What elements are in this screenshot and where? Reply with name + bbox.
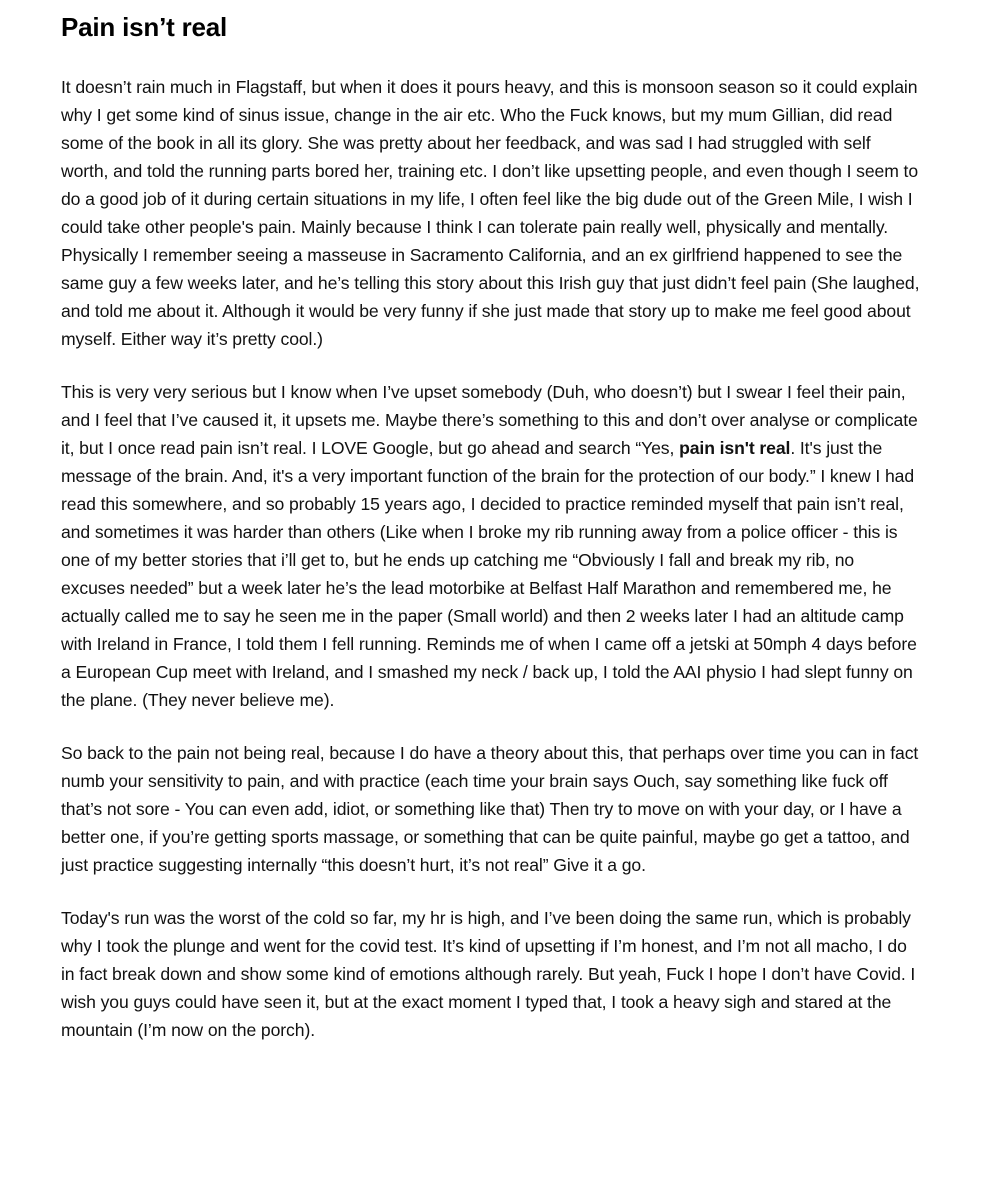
paragraph-2-text-start: This is very very serious but I know when I’ve upset somebody (Duh, who doesn’t) but I swear I feel their pain, and I feel that I’ve caused it, it upsets me. Maybe there’s something to this and don’t over analyse or complicate it, but I once read pain isn’t real. I LOVE Google, but go ahead and search “Yes, xyxy=(61,382,918,458)
page-title: Pain isn’t real xyxy=(61,12,228,42)
paragraph-3: So back to the pain not being real, because I do have a theory about this, that perhaps over time you can in fact numb your sensitivity to pain, and with practice (each time your brain says Ouch, say something like fuck off that’s not sore - You can even add, idiot, or something like that) Then try to move on with your day, or I have a better one, if you’re getting sports massage, or something that can be quite painful, maybe go get a tattoo, and just practice suggesting internally “this doesn’t hurt, it’s not real” Give it a go. xyxy=(61,743,919,875)
paragraph-2-bold-quote: pain isn't real xyxy=(679,438,791,458)
document-page xyxy=(61,12,921,1044)
paragraph-2 xyxy=(61,378,921,714)
paragraph-1: It doesn’t rain much in Flagstaff, but when it does it pours heavy, and this is monsoon season so it could explain why I get some kind of sinus issue, change in the air etc. Who the Fuck knows, but my mum Gillian, did read some of the book in all its glory. She was pretty about her feedback, and was sad I had struggled with self worth, and told the running parts bored her, training etc. I don’t like upsetting people, and even though I seem to do a good job of it during certain situations in my life, I often feel like the big dude out of the Green Mile, I wish I could take other people's pain. Mainly because I think I can tolerate pain really well, physically and mentally. Physically I remember seeing a masseuse in Sacramento California, and an ex girlfriend happened to see the same guy a few weeks later, and he’s telling this story about this Irish guy that just didn’t feel pain (She laughed, and told me about it. Although it would be very funny if she just made that story up to make me feel good about myself. Either way it’s pretty cool.) xyxy=(61,77,920,349)
paragraph-4: Today's run was the worst of the cold so far, my hr is high, and I’ve been doing the same run, which is probably why I took the plunge and went for the covid test. It’s kind of upsetting if I’m honest, and I’m not all macho, I do in fact break down and show some kind of emotions although rarely. But yeah, Fuck I hope I don’t have Covid. I wish you guys could have seen it, but at the exact moment I typed that, I took a heavy sigh and stared at the mountain (I’m now on the porch). xyxy=(61,908,916,1040)
paragraph-2-text-end: . It's just the message of the brain. And, it's a very important function of the brain for the protection of our body.” I knew I had read this somewhere, and so probably 15 years ago, I decided to practice reminded myself that pain isn’t real, and sometimes it was harder than others (Like when I broke my rib running away from a police officer - this is one of my better stories that i’ll get to, but he ends up catching me “Obviously I fall and break my rib, no excuses needed” but a week later he’s the lead motorbike at Belfast Half Marathon and remembered me, he actually called me to say he seen me in the paper (Small world) and then 2 weeks later I had an altitude camp with Ireland in France, I told them I fell running. Reminds me of when I came off a jetski at 50mph 4 days before a European Cup meet with Ireland, and I smashed my neck / back up, I told the AAI physio I had slept funny on the plane. (They never believe me). xyxy=(61,438,917,710)
